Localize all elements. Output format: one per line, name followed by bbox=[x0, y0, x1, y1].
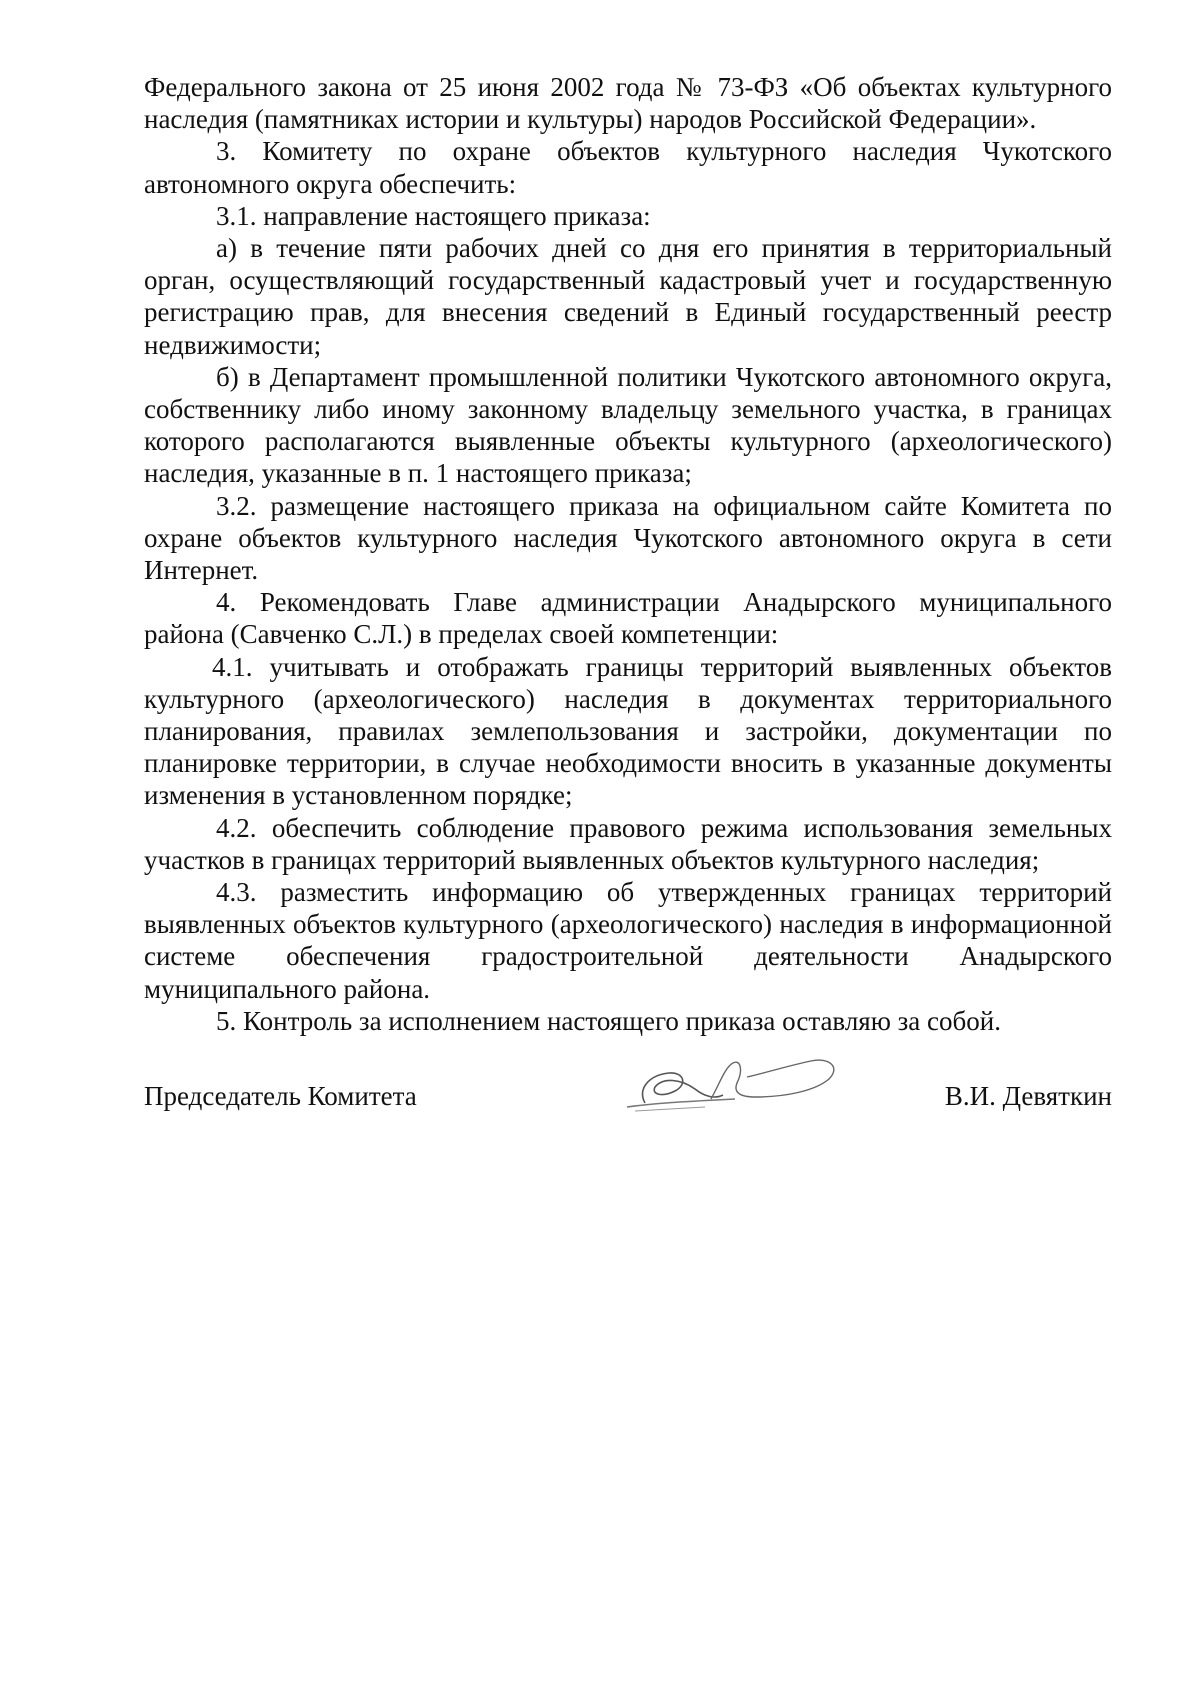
paragraph-3-1-b: б) в Департамент промышленной политики Чукотского автономного округа, собственнику либо иному законному владельцу земельного участка, в границах которого располагаются выявленные объекты культурного (археологического) наследия, указанные в п. 1 настоящего приказа; bbox=[144, 361, 1112, 489]
paragraph-3-2: 3.2. размещение настоящего приказа на официальном сайте Комитета по охране объектов культурного наследия Чукотского автономного округа в сети Интернет. bbox=[144, 490, 1112, 586]
signatory-title: Председатель Комитета bbox=[144, 1081, 417, 1111]
paragraph-4-2: 4.2. обеспечить соблюдение правового режима использования земельных участков в границах территорий выявленных объектов культурного наследия; bbox=[144, 812, 1112, 875]
signatory-name: В.И. Девяткин bbox=[944, 1081, 1112, 1111]
paragraph-4: 4. Рекомендовать Главе администрации Анадырского муниципального района (Савченко С.Л.) в пределах своей компетенции: bbox=[144, 587, 1112, 650]
paragraph-3-1-a: а) в течение пяти рабочих дней со дня его принятия в территориальный орган, осуществляющий государственный кадастровый учет и государственную регистрацию прав, для внесения сведений в Единый государственный реестр недвижимости; bbox=[144, 233, 1112, 360]
paragraph-4-1: 4.1. учитывать и отображать границы территорий выявленных объектов культурного (археологического) наследия в документах территориального планирования, правилах землепользования и застройки, документации по планировке территории, в случае необходимости вносить в указанные документы изменения в установленном порядке; bbox=[144, 651, 1112, 811]
signature-block bbox=[144, 1080, 1112, 1120]
paragraph-4-3: 4.3. разместить информацию об утвержденных границах территорий выявленных объектов культурного (археологического) наследия в информационной системе обеспечения градостроительной деятельности Анадырского муниципального района. bbox=[144, 877, 1112, 1004]
paragraph-intro: Федерального закона от 25 июня 2002 года № 73-ФЗ «Об объектах культурного наследия (памятниках истории и культуры) народов Российской Федерации». bbox=[144, 72, 1112, 135]
document-body bbox=[144, 71, 1112, 1037]
paragraph-3: 3. Комитету по охране объектов культурного наследия Чукотского автономного округа обеспечить: bbox=[144, 136, 1112, 199]
paragraph-3-1: 3.1. направление настоящего приказа: bbox=[216, 200, 651, 231]
paragraph-5: 5. Контроль за исполнением настоящего приказа оставляю за собой. bbox=[216, 1005, 1001, 1036]
